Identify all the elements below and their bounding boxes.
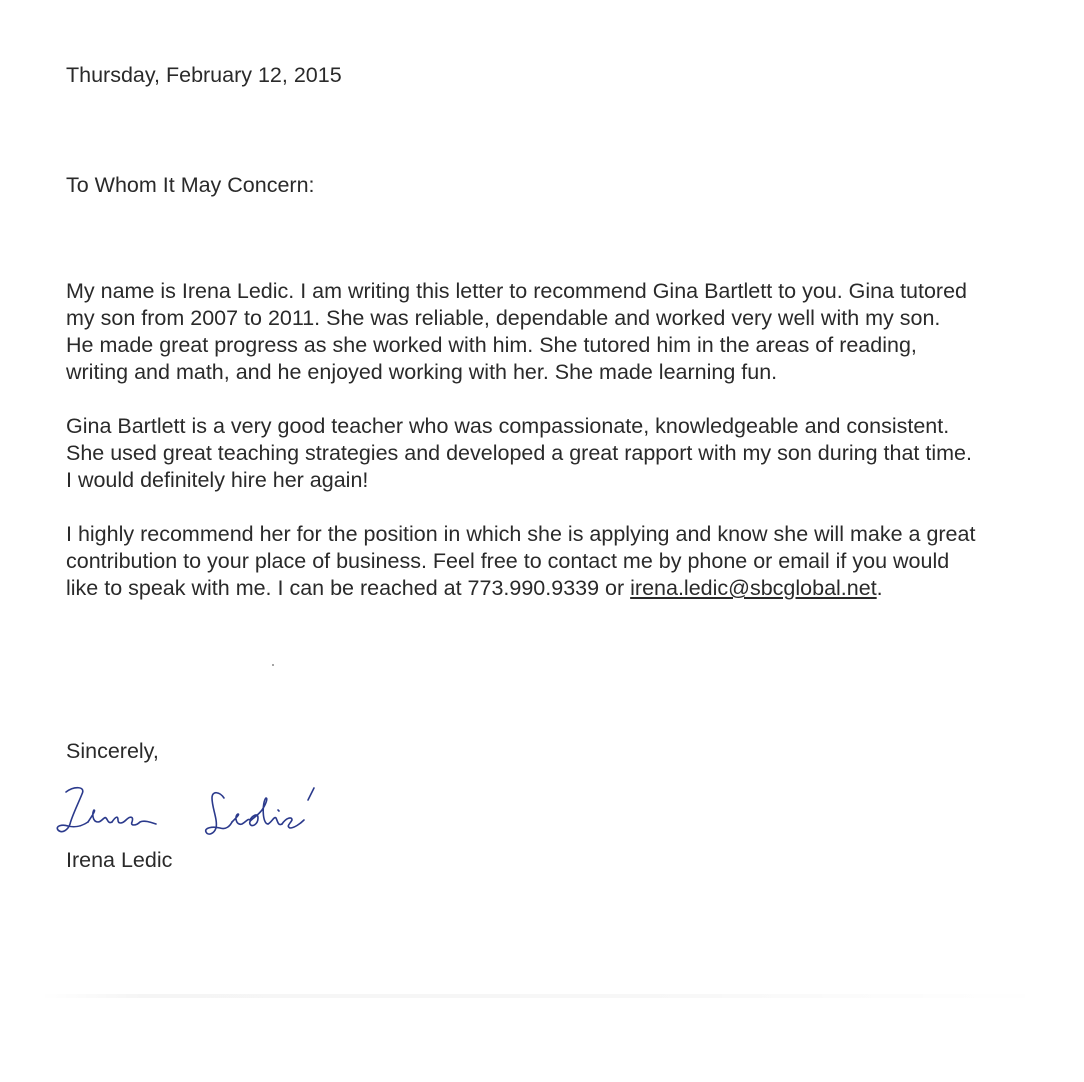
contact-text: like to speak with me. I can be reached at 773.990.9339 or [66,576,631,600]
paragraph-qualities [66,413,972,494]
paragraph-intro [66,278,967,386]
paragraph-line: my son from 2007 to 2011. She was reliable, dependable and worked very well with my son. [66,306,941,330]
paragraph-line: I would definitely hire her again! [66,468,369,492]
paragraph-line: He made great progress as she worked with him. She tutored him in the areas of reading, [66,333,917,357]
handwritten-signature [52,780,342,850]
salutation: To Whom It May Concern: [66,173,315,197]
closing: Sincerely, [66,739,159,763]
email-link[interactable]: irena.ledic@sbcglobal.net [630,576,877,600]
scan-speck [272,664,274,666]
paragraph-line-contact [66,575,975,602]
paragraph-line: I highly recommend her for the position in which she is applying and know she will make a great [66,522,976,546]
letter-date: Thursday, February 12, 2015 [66,63,342,87]
paragraph-line: My name is Irena Ledic. I am writing this letter to recommend Gina Bartlett to you. Gina tutored [66,279,968,303]
paragraph-line: Gina Bartlett is a very good teacher who was compassionate, knowledgeable and consistent. [66,414,950,438]
paragraph-line: She used great teaching strategies and developed a great rapport with my son during that time. [66,441,972,465]
paragraph-recommendation [66,521,975,602]
contact-suffix: . [876,576,883,600]
signer-name: Irena Ledic [66,848,173,872]
scan-edge-shadow [40,994,1050,998]
paragraph-line: writing and math, and he enjoyed working with her. She made learning fun. [66,360,778,384]
paragraph-line: contribution to your place of business. Feel free to contact me by phone or email if you would [66,549,950,573]
